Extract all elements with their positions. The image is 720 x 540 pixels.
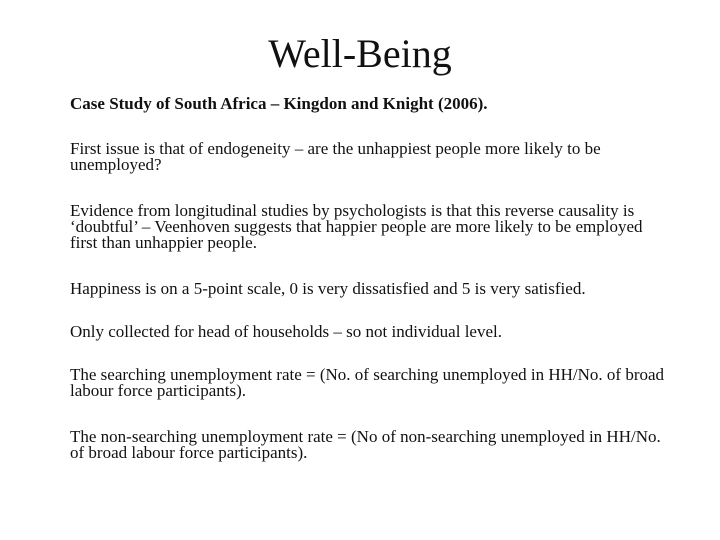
paragraph-evidence: Evidence from longitudinal studies by psychologists is that this reverse causality is ‘doubtful’ – Veenhoven suggests that happier people are more likely to be employed first than unhappier people.	[70, 201, 643, 252]
paragraph-searching-rate: The searching unemployment rate = (No. of searching unemployed in HH/No. of broad labour force participants).	[70, 365, 665, 400]
paragraph-non-searching-rate: The non-searching unemployment rate = (No of non-searching unemployed in HH/No. of broad labour force participants).	[70, 427, 661, 462]
paragraph-happiness-scale: Happiness is on a 5-point scale, 0 is very dissatisfied and 5 is very satisfied.	[70, 279, 586, 298]
paragraph-case-study: Case Study of South Africa – Kingdon and Knight (2006).	[70, 94, 488, 113]
paragraph-head-of-households: Only collected for head of households – so not individual level.	[70, 322, 502, 341]
paragraph-endogeneity: First issue is that of endogeneity – are the unhappiest people more likely to be unemployed?	[70, 139, 601, 174]
slide-title: Well-Being	[268, 31, 452, 76]
